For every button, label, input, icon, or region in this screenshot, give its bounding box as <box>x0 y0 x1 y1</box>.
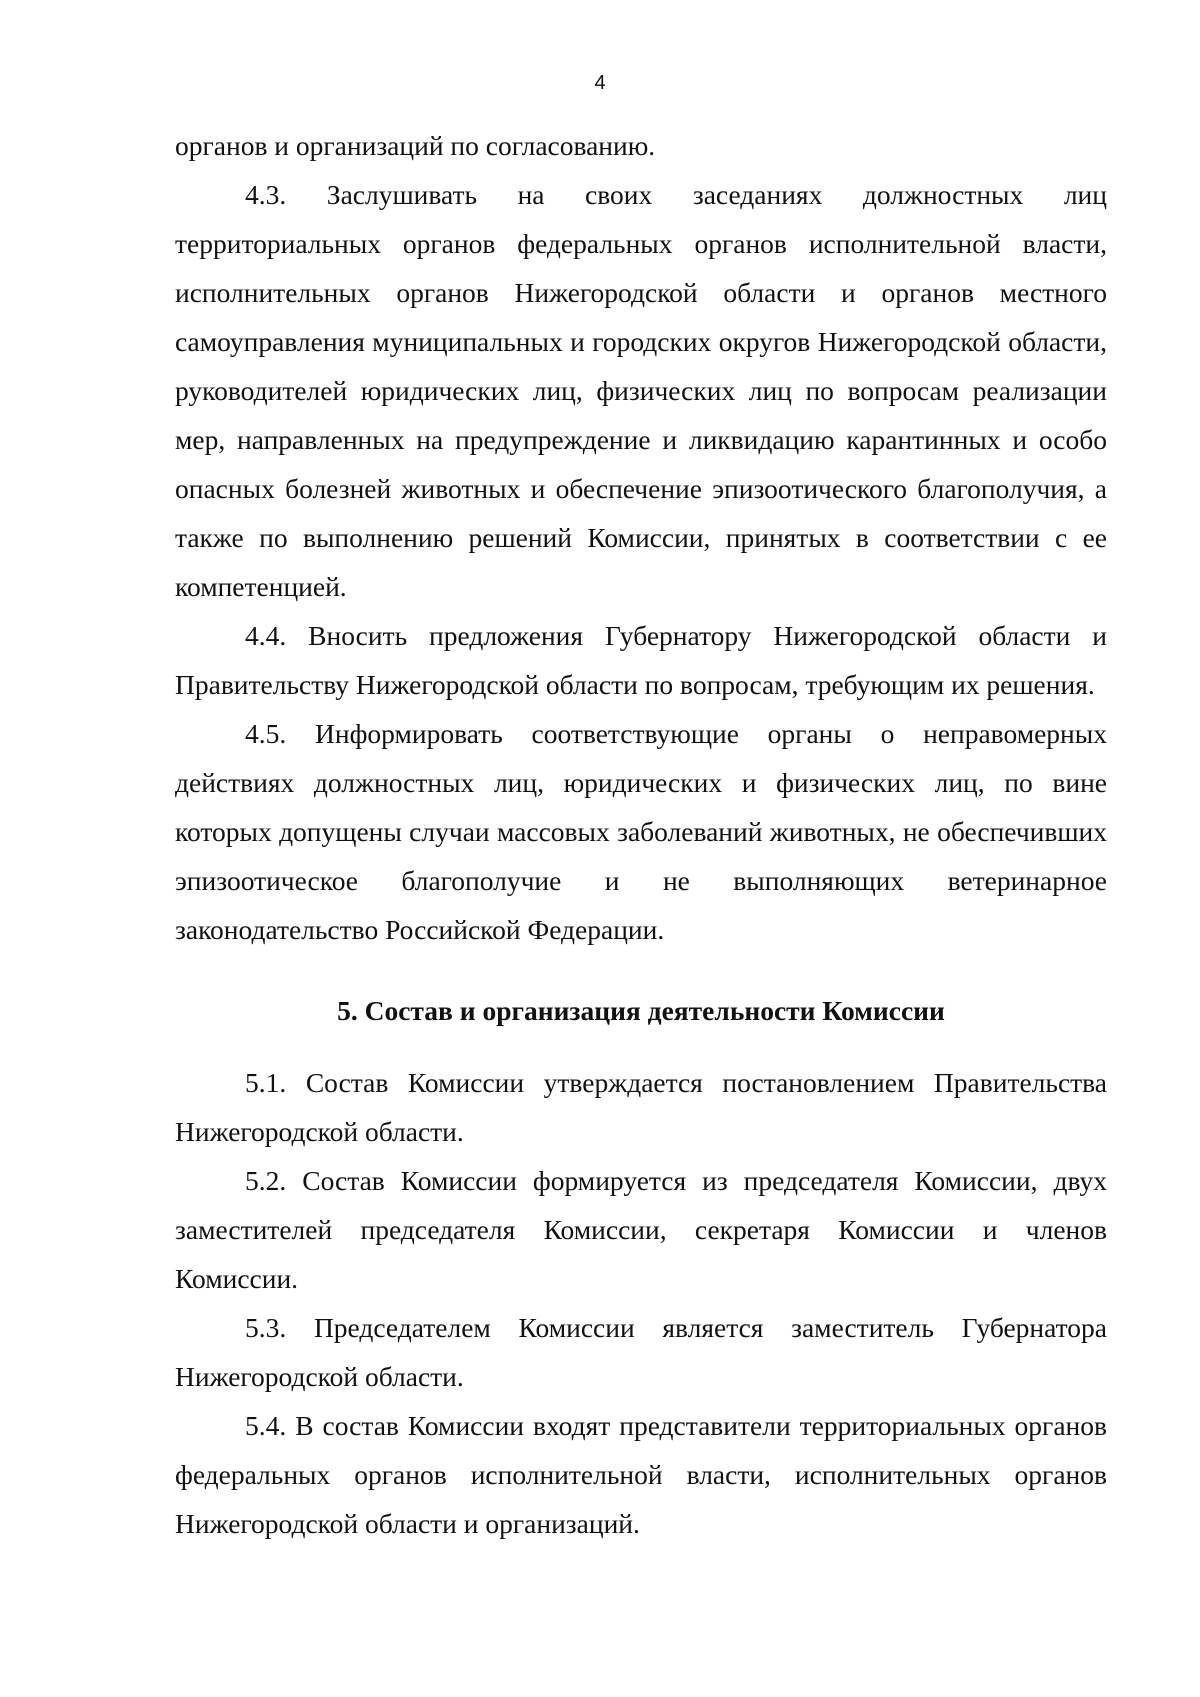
document-body <box>175 121 1107 1548</box>
page-number: 4 <box>594 72 606 94</box>
paragraph-5-1: 5.1. Состав Комиссии утверждается постановлением Правительства Нижегородской области. <box>175 1067 1107 1147</box>
paragraph-5-2: 5.2. Состав Комиссии формируется из председателя Комиссии, двух заместителей председателя Комиссии, секретаря Комиссии и членов Комиссии. <box>175 1165 1107 1294</box>
paragraph-4-3: 4.3. Заслушивать на своих заседаниях должностных лиц территориальных органов федеральных органов исполнительной власти, исполнительных органов Нижегородской области и органов местного самоуправления муниципальных и городских округов Нижегородской области, руководителей юридических лиц, физических лиц по вопросам реализации мер, направленных на предупреждение и ликвидацию карантинных и особо опасных болезней животных и обеспечение эпизоотического благополучия, а также по выполнению решений Комиссии, принятых в соответствии с ее компетенцией. <box>175 179 1107 602</box>
paragraph-4-5: 4.5. Информировать соответствующие органы о неправомерных действиях должностных лиц, юридических и физических лиц, по вине которых допущены случаи массовых заболеваний животных, не обеспечивших эпизоотическое благополучие и не выполняющих ветеринарное законодательство Российской Федерации. <box>175 718 1107 945</box>
paragraph-continuation: органов и организаций по согласованию. <box>175 130 656 161</box>
paragraph-5-3: 5.3. Председателем Комиссии является заместитель Губернатора Нижегородской области. <box>175 1312 1107 1392</box>
section-heading: 5. Состав и организация деятельности Комиссии <box>337 995 945 1026</box>
paragraph-4-4: 4.4. Вносить предложения Губернатору Нижегородской области и Правительству Нижегородской области по вопросам, требующим их решения. <box>175 620 1107 700</box>
paragraph-5-4: 5.4. В состав Комиссии входят представители территориальных органов федеральных органов исполнительной власти, исполнительных органов Нижегородской области и организаций. <box>175 1410 1107 1539</box>
